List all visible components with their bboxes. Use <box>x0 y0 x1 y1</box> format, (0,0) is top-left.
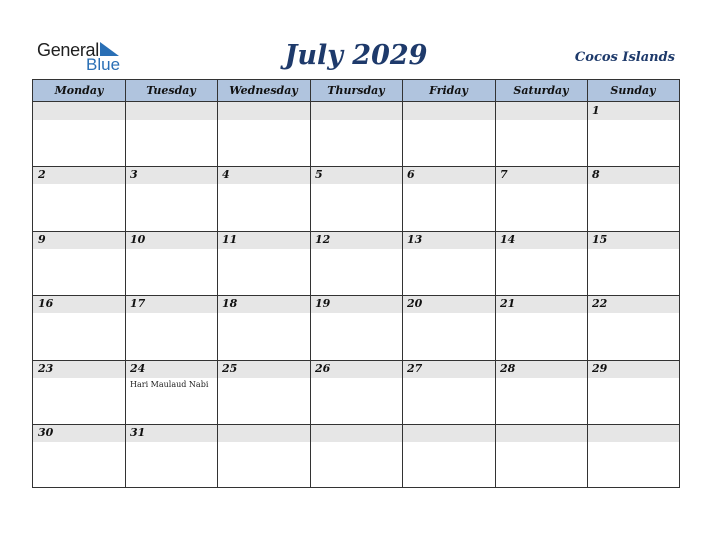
day-number: 4 <box>222 168 230 181</box>
day-cell-7 <box>495 166 587 231</box>
day-cell-1 <box>587 102 679 166</box>
day-number: 7 <box>500 168 508 181</box>
empty-day-cell <box>310 424 402 487</box>
day-number: 2 <box>38 168 46 181</box>
grid-column-divider <box>125 80 126 487</box>
day-cell-2 <box>33 166 125 231</box>
day-number-strip <box>495 166 587 184</box>
day-cell-28 <box>495 360 587 424</box>
day-number: 18 <box>222 297 238 310</box>
day-cell-27 <box>402 360 495 424</box>
day-number-strip <box>402 166 495 184</box>
day-cell-29 <box>587 360 679 424</box>
day-number: 15 <box>592 233 608 246</box>
day-number: 20 <box>407 297 423 310</box>
logo-blue-text: Blue <box>86 55 121 74</box>
weekday-header-monday: Monday <box>54 84 104 97</box>
grid-row-divider <box>33 424 679 425</box>
weekday-header-thursday: Thursday <box>327 84 385 97</box>
grid-column-divider <box>310 80 311 487</box>
day-cell-25 <box>217 360 310 424</box>
grid-row-divider <box>33 166 679 167</box>
day-number-strip <box>402 102 495 120</box>
day-number: 5 <box>315 168 323 181</box>
day-number-strip <box>217 424 310 442</box>
empty-day-cell <box>217 424 310 487</box>
day-number: 27 <box>407 362 423 375</box>
day-number-strip <box>33 166 125 184</box>
grid-column-divider <box>402 80 403 487</box>
day-number: 17 <box>130 297 146 310</box>
day-cell-4 <box>217 166 310 231</box>
day-cell-3 <box>125 166 217 231</box>
day-cell-9 <box>33 231 125 295</box>
calendar-grid <box>32 79 680 488</box>
day-number: 8 <box>592 168 600 181</box>
day-number: 10 <box>130 233 146 246</box>
day-number-strip <box>310 166 402 184</box>
day-number: 19 <box>315 297 331 310</box>
day-number-strip <box>495 102 587 120</box>
day-number: 30 <box>38 426 54 439</box>
empty-day-cell <box>125 102 217 166</box>
grid-row-divider <box>33 360 679 361</box>
grid-row-divider <box>33 231 679 232</box>
weekday-header-tuesday: Tuesday <box>146 84 196 97</box>
empty-day-cell <box>402 102 495 166</box>
empty-day-cell <box>402 424 495 487</box>
day-number-strip <box>587 424 679 442</box>
day-number: 25 <box>222 362 238 375</box>
day-cell-16 <box>33 295 125 360</box>
day-number: 6 <box>407 168 415 181</box>
weekday-header-saturday: Saturday <box>513 84 569 97</box>
day-cell-13 <box>402 231 495 295</box>
day-number: 14 <box>500 233 516 246</box>
day-cell-22 <box>587 295 679 360</box>
weekday-header-wednesday: Wednesday <box>229 84 298 97</box>
empty-day-cell <box>495 424 587 487</box>
day-number: 16 <box>38 297 54 310</box>
day-cell-26 <box>310 360 402 424</box>
day-number-strip <box>217 102 310 120</box>
empty-day-cell <box>495 102 587 166</box>
day-cell-30 <box>33 424 125 487</box>
day-cell-6 <box>402 166 495 231</box>
day-number-strip <box>402 424 495 442</box>
region-name: Cocos Islands <box>574 50 675 65</box>
grid-column-divider <box>495 80 496 487</box>
day-number: 26 <box>315 362 331 375</box>
day-cell-31 <box>125 424 217 487</box>
day-cell-11 <box>217 231 310 295</box>
day-number-strip <box>310 102 402 120</box>
holiday-label: Hari Maulaud Nabi <box>130 380 209 389</box>
weekday-header-friday: Friday <box>429 84 468 97</box>
day-number: 13 <box>407 233 423 246</box>
day-number-strip <box>310 424 402 442</box>
day-number: 9 <box>38 233 46 246</box>
empty-day-cell <box>33 102 125 166</box>
day-cell-10 <box>125 231 217 295</box>
empty-day-cell <box>217 102 310 166</box>
day-number-strip <box>33 102 125 120</box>
empty-day-cell <box>587 424 679 487</box>
grid-row-divider <box>33 295 679 296</box>
month-title: July 2029 <box>284 40 428 71</box>
day-cell-19 <box>310 295 402 360</box>
grid-column-divider <box>587 80 588 487</box>
day-cell-23 <box>33 360 125 424</box>
day-number: 24 <box>130 362 146 375</box>
day-cell-17 <box>125 295 217 360</box>
day-cell-18 <box>217 295 310 360</box>
day-number: 21 <box>500 297 516 310</box>
day-number-strip <box>495 424 587 442</box>
day-number-strip <box>217 166 310 184</box>
day-cell-14 <box>495 231 587 295</box>
day-number: 22 <box>592 297 608 310</box>
day-cell-15 <box>587 231 679 295</box>
day-number: 3 <box>130 168 138 181</box>
day-cell-5 <box>310 166 402 231</box>
day-cell-12 <box>310 231 402 295</box>
logo-general-text: General <box>37 40 99 60</box>
grid-column-divider <box>217 80 218 487</box>
day-number: 23 <box>38 362 54 375</box>
day-cell-21 <box>495 295 587 360</box>
day-number-strip <box>33 231 125 249</box>
weekday-header-sunday: Sunday <box>610 84 656 97</box>
day-number-strip <box>125 102 217 120</box>
day-number: 12 <box>315 233 331 246</box>
day-number-strip <box>587 102 679 120</box>
day-number: 28 <box>500 362 516 375</box>
day-cell-8 <box>587 166 679 231</box>
day-number-strip <box>587 166 679 184</box>
empty-day-cell <box>310 102 402 166</box>
day-number: 31 <box>130 426 146 439</box>
day-number: 29 <box>592 362 608 375</box>
day-number: 1 <box>592 104 600 117</box>
day-number: 11 <box>222 233 238 246</box>
day-cell-20 <box>402 295 495 360</box>
weekday-header-row <box>33 80 679 102</box>
day-number-strip <box>125 166 217 184</box>
day-cell-24 <box>125 360 217 424</box>
